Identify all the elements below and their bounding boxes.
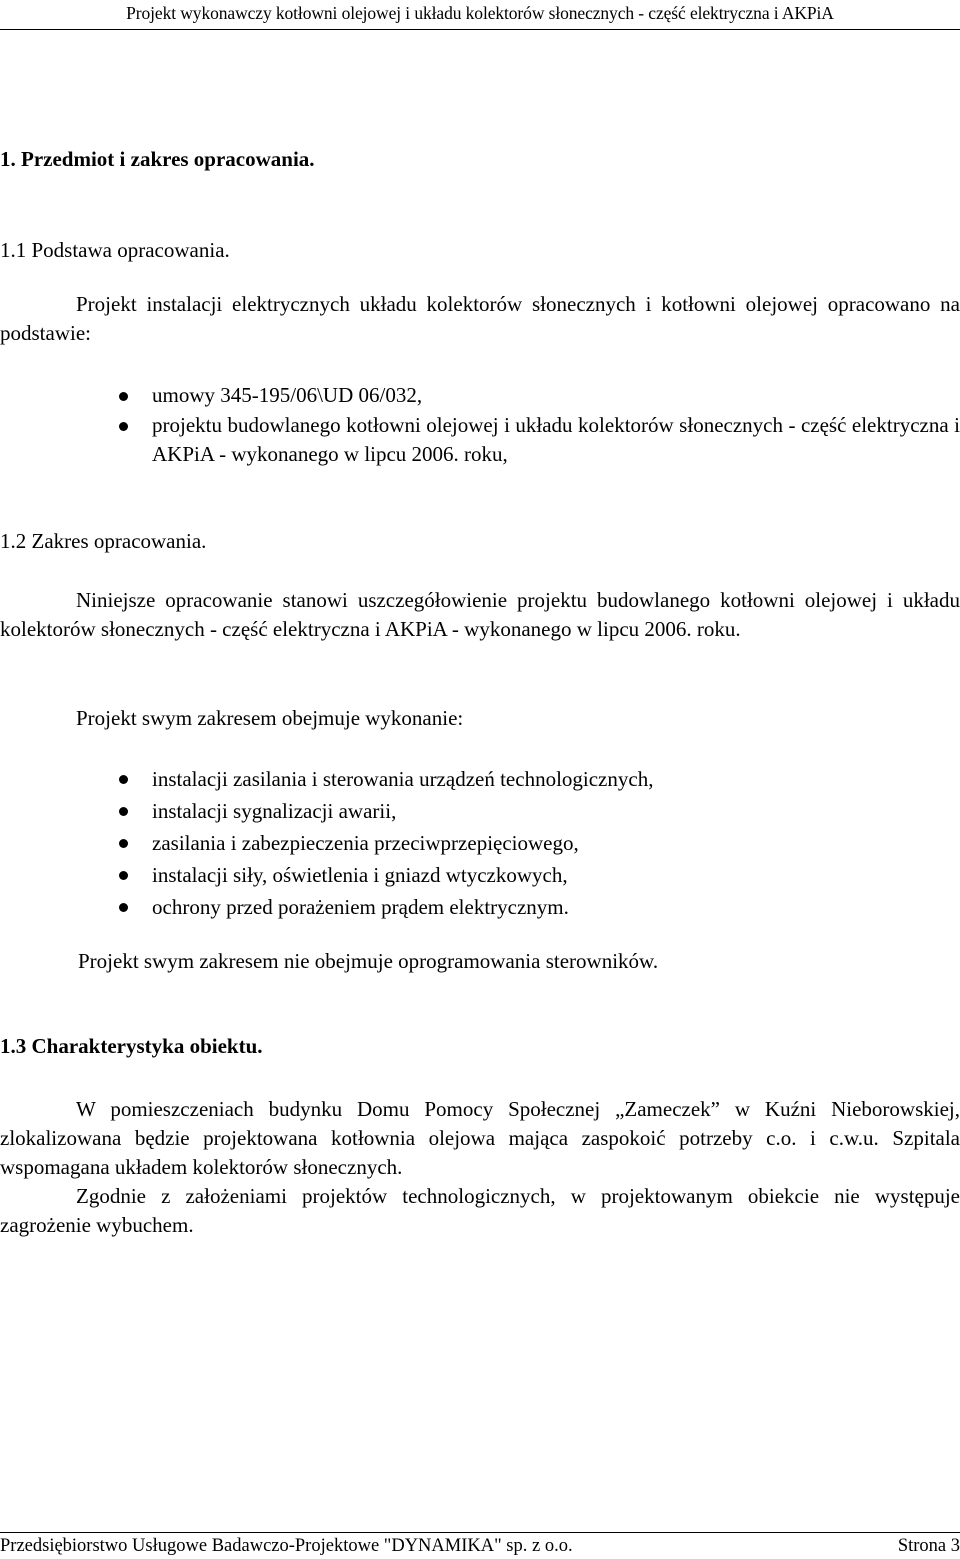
page-header — [0, 0, 960, 30]
section-1-1-title: 1.1 Podstawa opracowania. — [0, 238, 230, 262]
section-1-3-para2: Zgodnie z założeniami projektów technologicznych, w projektowanym obiekcie nie występuje zagrożenie wybuchem. — [0, 1184, 960, 1237]
list-item: zasilania i zabezpieczenia przeciwprzepięciowego, — [0, 827, 960, 859]
section-1-1-intro: Projekt instalacji elektrycznych układu kolektorów słonecznych i kotłowni olejowej opracowano na podstawie: — [0, 292, 960, 345]
section-1-2-para3: Projekt swym zakresem nie obejmuje oprogramowania sterowników. — [78, 949, 659, 973]
bullet-icon — [119, 422, 128, 431]
bullet-icon — [119, 839, 128, 848]
header-title: Projekt wykonawczy kotłowni olejowej i układu kolektorów słonecznych - część elektryczna i AKPiA — [126, 3, 834, 23]
list-item: instalacji siły, oświetlenia i gniazd wtyczkowych, — [0, 859, 960, 891]
basis-list — [0, 381, 960, 470]
list-item: instalacji zasilania i sterowania urządzeń technologicznych, — [0, 763, 960, 795]
list-item: ochrony przed porażeniem prądem elektrycznym. — [0, 891, 960, 923]
footer-company: Przedsiębiorstwo Usługowe Badawczo-Projektowe "DYNAMIKA" sp. z o.o. — [0, 1536, 573, 1556]
section-1-title: 1. Przedmiot i zakres opracowania. — [0, 147, 315, 171]
bullet-icon — [119, 392, 128, 401]
bullet-icon — [119, 871, 128, 880]
section-1-2-para2: Projekt swym zakresem obejmuje wykonanie: — [76, 706, 464, 730]
section-1-3-para1: W pomieszczeniach budynku Domu Pomocy Społecznej „Zameczek” w Kuźni Nieborowskiej, zlokalizowana będzie projektowana kotłownia olejowa mająca zaspokoić potrzeby c.o. i c.w.u. Szpitala wspomagana układem kolektorów słonecznych. — [0, 1097, 960, 1179]
section-1-2-title: 1.2 Zakres opracowania. — [0, 529, 207, 553]
page-number: Strona 3 — [897, 1536, 960, 1556]
bullet-icon — [119, 807, 128, 816]
page-footer — [0, 1532, 960, 1558]
section-1-3-title: 1.3 Charakterystyka obiektu. — [0, 1034, 263, 1058]
scope-list — [0, 763, 960, 923]
bullet-icon — [119, 775, 128, 784]
section-1-2-para1: Niniejsze opracowanie stanowi uszczegółowienie projektu budowlanego kotłowni olejowej i układu kolektorów słonecznych - część elektryczna i AKPiA - wykonanego w lipcu 2006. roku. — [0, 588, 960, 641]
list-item: projektu budowlanego kotłowni olejowej i układu kolektorów słonecznych - część elektryczna i AKPiA - wykonanego w lipcu 2006. roku, — [0, 411, 960, 470]
bullet-icon — [119, 903, 128, 912]
list-item: instalacji sygnalizacji awarii, — [0, 795, 960, 827]
list-item: umowy 345-195/06\UD 06/032, — [0, 381, 960, 411]
